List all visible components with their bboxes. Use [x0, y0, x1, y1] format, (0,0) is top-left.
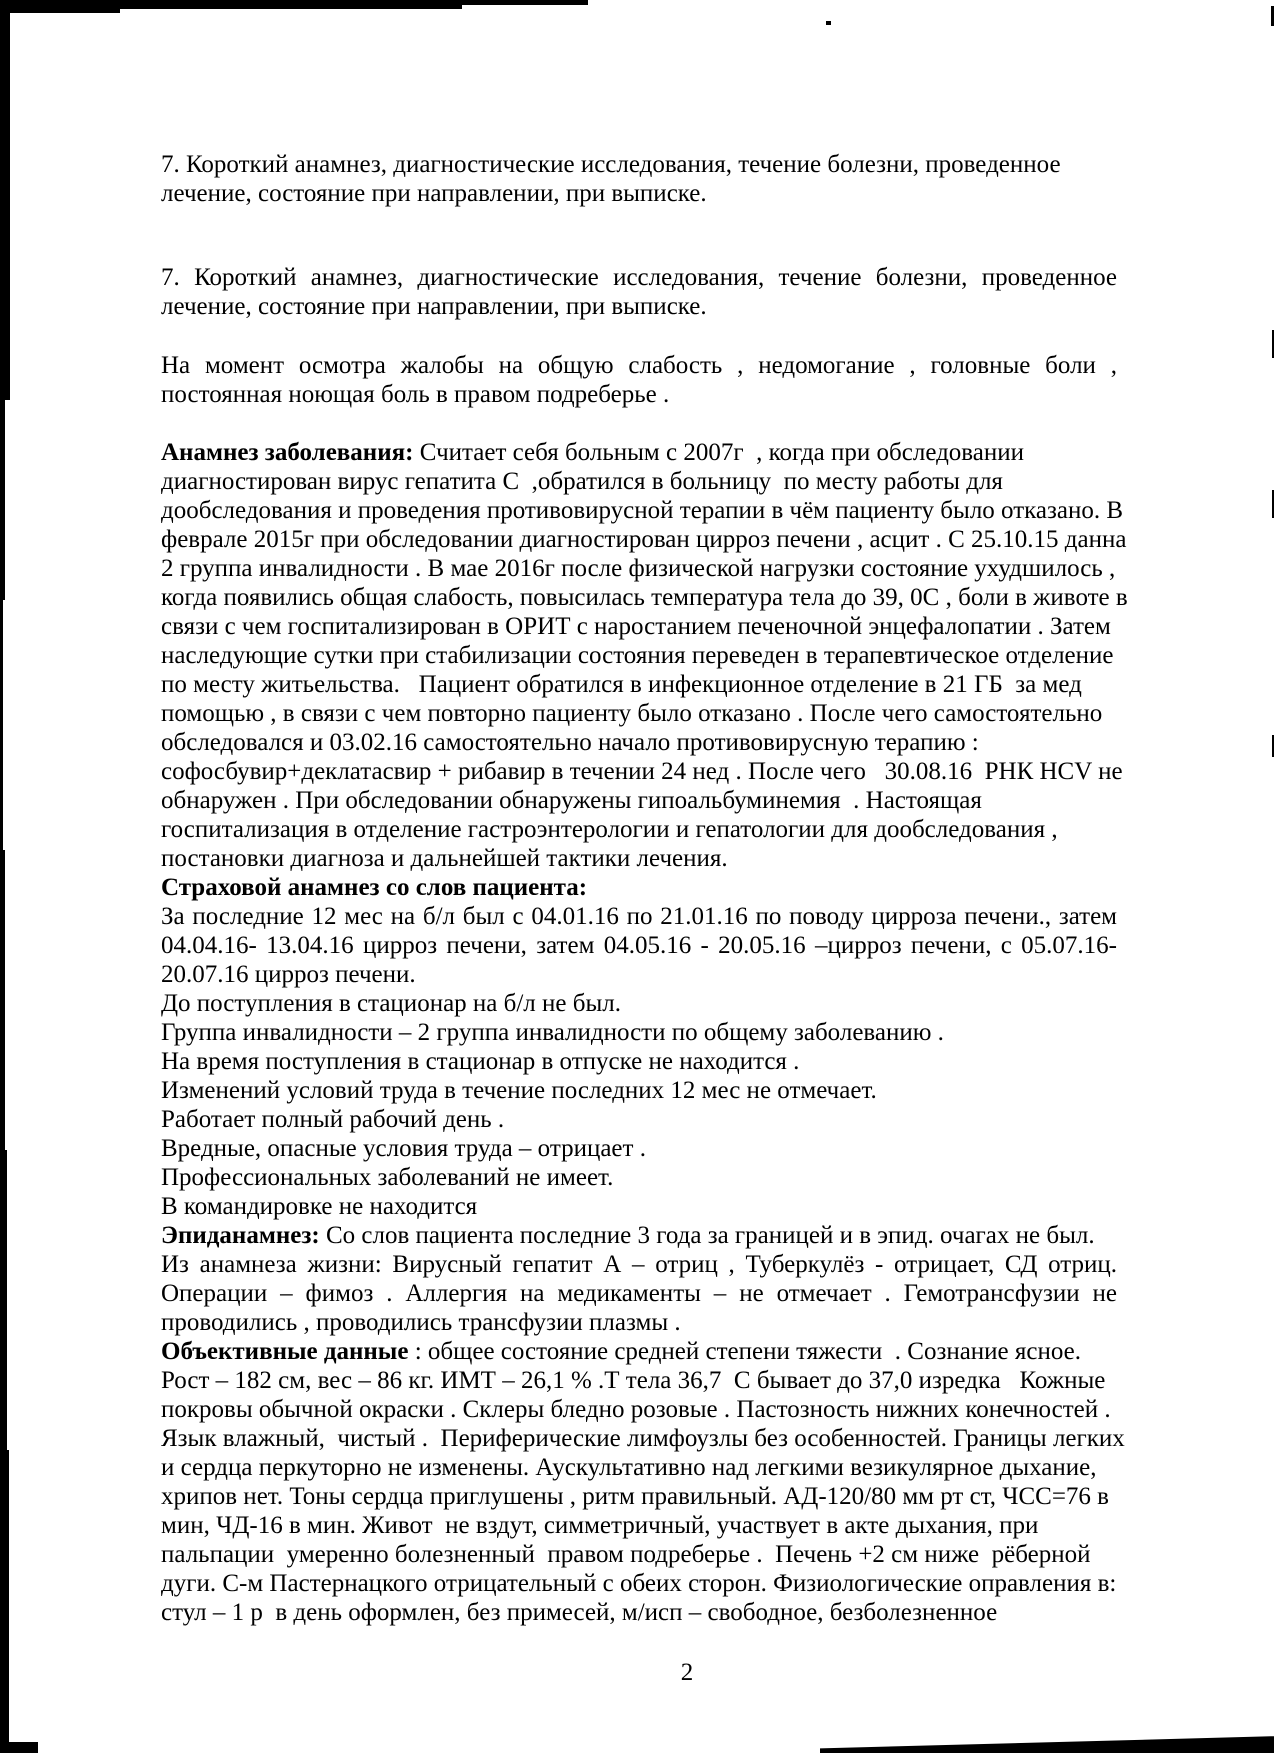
- text-line: [161, 960, 1117, 989]
- bold-heading: Анамнез заболевания:: [161, 439, 414, 466]
- line-text: лечение, состояние при направлении, при выписке.: [161, 180, 707, 207]
- line-text: стул – 1 р в день оформлен, без примесей, м/исп – свободное, безболезненное: [161, 1599, 998, 1626]
- line-text: мин, ЧД-16 в мин. Живот не вздут, симметричный, участвует в акте дыхания, при: [161, 1512, 1039, 1539]
- text-line: [161, 815, 1117, 844]
- text-line: [161, 1366, 1117, 1395]
- line-text: Операции – фимоз . Аллергия на медикаменты – не отмечает . Гемотрансфузии не: [161, 1280, 1117, 1307]
- text-line: [161, 1511, 1117, 1540]
- line-text: помощью , в связи с чем повторно пациенту было отказано . После чего самостоятельно: [161, 700, 1103, 727]
- item7-first: [161, 150, 1117, 208]
- work-status-lines: [161, 989, 1117, 1221]
- line-text: и сердца перкуторно не изменены. Аускультативно над легкими везикулярное дыхание,: [161, 1454, 1097, 1481]
- text-line: [161, 1424, 1125, 1453]
- line-text: На момент осмотра жалобы на общую слабость , недомогание , головные боли ,: [161, 352, 1117, 379]
- epid-anamnesis: [161, 1221, 1117, 1337]
- bold-heading: Объективные данные: [161, 1338, 409, 1365]
- text-line: [161, 1453, 1117, 1482]
- scan-artifact-top-left-corner: [0, 0, 120, 13]
- line-text: Работает полный рабочий день .: [161, 1106, 505, 1133]
- scan-artifact-bottom-left-foot: [0, 1742, 38, 1753]
- line-text: В командировке не находится: [161, 1193, 478, 1220]
- line-text: лечение, состояние при направлении, при выписке.: [161, 293, 707, 320]
- line-text: 2 группа инвалидности . В мае 2016г после физической нагрузки состояние ухудшилось ,: [161, 555, 1116, 582]
- objective-data: [161, 1337, 1125, 1627]
- text-line: [161, 670, 1117, 699]
- line-text: Из анамнеза жизни: Вирусный гепатит А – отриц , Туберкулёз - отрицает, СД отриц.: [161, 1251, 1117, 1278]
- text-line: [161, 292, 1117, 321]
- text-line: [161, 525, 1127, 554]
- line-text: постоянная ноющая боль в правом подреберье .: [161, 381, 670, 408]
- scan-artifact-left-edge: [0, 0, 10, 400]
- text-line: [161, 583, 1128, 612]
- text-line: [161, 699, 1117, 728]
- line-text: проводились , проводились трансфузии плазмы .: [161, 1309, 681, 1336]
- line-text: Профессиональных заболеваний не имеет.: [161, 1164, 614, 1191]
- page-number: 2: [680, 1659, 694, 1686]
- text-line: [161, 1250, 1117, 1279]
- text-line: [161, 467, 1117, 496]
- line-text: покровы обычной окраски . Склеры бледно розовые . Пастозность нижних конечностей .: [161, 1396, 1111, 1423]
- line-text: 7. Короткий анамнез, диагностические исследования, течение болезни, проведенное: [161, 264, 1117, 291]
- text-line: [161, 844, 1117, 873]
- line-text: Изменений условий труда в течение последних 12 мес не отмечает.: [161, 1077, 877, 1104]
- text-line: [161, 1105, 1117, 1134]
- text-line: [161, 179, 1117, 208]
- line-text: До поступления в стационар на б/л не был.: [161, 990, 621, 1017]
- text-line: [161, 1163, 1117, 1192]
- line-text: обнаружен . При обследовании обнаружены гипоальбуминемия . Настоящая: [161, 787, 982, 814]
- text-line: [161, 1047, 1117, 1076]
- text-line: [161, 641, 1117, 670]
- text-line: [161, 1569, 1117, 1598]
- line-text: Считает себя больным с 2007г , когда при обследовании: [413, 439, 1025, 466]
- text-line: [161, 438, 1117, 467]
- text-line: [161, 1018, 1117, 1047]
- text-line: [161, 786, 1117, 815]
- text-line: [161, 351, 1117, 380]
- text-line: [161, 1482, 1117, 1511]
- line-text: Группа инвалидности – 2 группа инвалидности по общему заболеванию .: [161, 1019, 944, 1046]
- line-text: На время поступления в стационар в отпуске не находится .: [161, 1048, 800, 1075]
- line-text: госпитализация в отделение гастроэнтерологии и гепатологии для дообследования ,: [161, 816, 1058, 843]
- scan-artifact-left-edge: [0, 600, 3, 850]
- complaints: [161, 351, 1117, 409]
- bold-heading: Эпиданамнез:: [161, 1222, 320, 1249]
- line-text: хрипов нет. Тоны сердца приглушены , ритм правильный. АД-120/80 мм рт ст, ЧСС=76 в: [161, 1483, 1109, 1510]
- text-line: [161, 931, 1117, 960]
- line-text: дуги. С-м Пастернацкого отрицательный с обеих сторон. Физиологические оправления в:: [161, 1570, 1117, 1597]
- line-text: 04.04.16- 13.04.16 цирроз печени, затем 04.05.16 - 20.05.16 –цирроз печени, с 05.07.16-: [161, 932, 1117, 959]
- line-text: За последние 12 мес на б/л был с 04.01.16 по 21.01.16 по поводу цирроза печени., затем: [161, 903, 1117, 930]
- line-text: Рост – 182 см, вес – 86 кг. ИМТ – 26,1 % .Т тела 36,7 С бывает до 37,0 изредка Кожные: [161, 1367, 1106, 1394]
- scan-artifact-bottom-right-bar: [820, 1732, 1274, 1753]
- insurance-anamnesis-heading: [161, 873, 1117, 902]
- line-text: наследующие сутки при стабилизации состояния переведен в терапевтическое отделение: [161, 642, 1114, 669]
- line-text: дообследования и проведения противовирусной терапии в чём пациенту было отказано. В: [161, 497, 1124, 524]
- line-text: : общее состояние средней степени тяжести . Сознание ясное.: [408, 1338, 1082, 1365]
- line-text: феврале 2015г при обследовании диагностирован цирроз печени , асцит . С 25.10.15 данна: [161, 526, 1127, 553]
- line-text: Вредные, опасные условия труда – отрицает .: [161, 1135, 646, 1162]
- insurance-anamnesis: [161, 902, 1117, 989]
- scan-artifact-speck: [826, 21, 831, 25]
- text-line: [161, 757, 1123, 786]
- line-text: постановки диагноза и дальнейшей тактики лечения.: [161, 845, 728, 872]
- text-line: [161, 1076, 1117, 1105]
- text-line: [161, 1192, 1117, 1221]
- text-line: [161, 989, 1117, 1018]
- bold-heading: Страховой анамнез со слов пациента:: [161, 874, 588, 901]
- item7-repeat: [161, 263, 1117, 321]
- scan-artifact-left-edge: [0, 400, 5, 600]
- text-line: [161, 1221, 1117, 1250]
- line-text: связи с чем госпитализирован в ОРИТ с наростанием печеночной энцефалопатии . Затем: [161, 613, 1111, 640]
- text-line: [161, 1279, 1117, 1308]
- text-line: [161, 612, 1117, 641]
- line-text: Со слов пациента последние 3 года за границей и в эпид. очагах не был.: [319, 1222, 1095, 1249]
- text-line: [161, 496, 1124, 525]
- text-line: [161, 1598, 1117, 1627]
- text-line: [161, 1308, 1117, 1337]
- scan-artifact-left-edge: [0, 1450, 9, 1753]
- line-text: Язык влажный, чистый . Периферические лимфоузлы без особенностей. Границы легких: [161, 1425, 1125, 1452]
- line-text: по месту житьельства. Пациент обратился в инфекционное отделение в 21 ГБ за мед: [161, 671, 1082, 698]
- line-text: софосбувир+деклатасвир + рибавир в течении 24 нед . После чего 30.08.16 РНК HCV не: [161, 758, 1123, 785]
- text-line: [161, 554, 1117, 583]
- text-line: [161, 728, 1117, 757]
- text-line: [161, 1395, 1117, 1424]
- line-text: диагностирован вирус гепатита С ,обратился в больницу по месту работы для: [161, 468, 1003, 495]
- line-text: 20.07.16 цирроз печени.: [161, 961, 416, 988]
- line-text: пальпации умеренно болезненный правом подреберье . Печень +2 см ниже рёберной: [161, 1541, 1091, 1568]
- text-line: [161, 380, 1117, 409]
- line-text: 7. Короткий анамнез, диагностические исследования, течение болезни, проведенное: [161, 151, 1061, 178]
- text-line: [161, 902, 1117, 931]
- text-column: [161, 150, 1128, 1627]
- text-line: [161, 873, 1117, 902]
- text-line: [161, 1134, 1117, 1163]
- scan-artifact-left-edge: [0, 1150, 7, 1450]
- line-text: обследовался и 03.02.16 самостоятельно начало противовирусную терапию :: [161, 729, 979, 756]
- text-line: [161, 1337, 1117, 1366]
- text-line: [161, 1540, 1117, 1569]
- disease-anamnesis: [161, 438, 1128, 873]
- text-line: [161, 150, 1117, 179]
- scan-artifact-left-edge: [0, 850, 5, 1150]
- line-text: когда появились общая слабость, повысилась температура тела до 39, 0С , боли в животе в: [161, 584, 1128, 611]
- text-line: [161, 263, 1117, 292]
